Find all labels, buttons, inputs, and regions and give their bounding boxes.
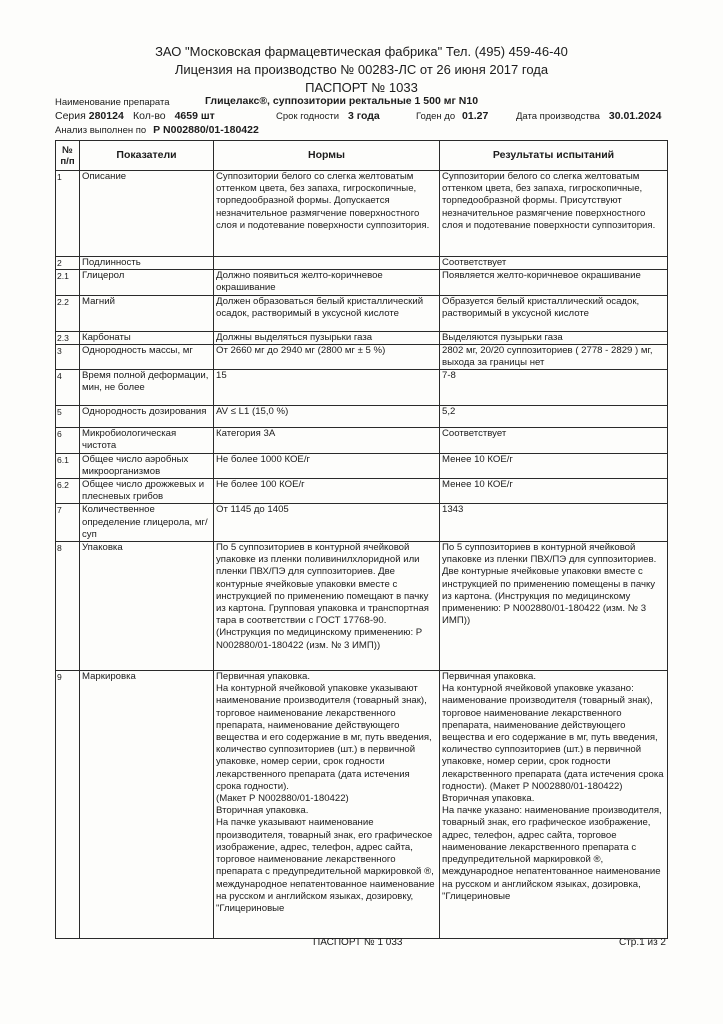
row-number: 2.3 bbox=[56, 331, 80, 344]
row-number: 8 bbox=[56, 542, 80, 671]
row-norm: По 5 суппозиториев в контурной ячейковой упаковке из пленки поливинилхлоридной или пленки ПВХ/ПЭ для суппозиториев. Две контурные ячейковые упаковки вместе с инструкцией по применению помещают в пачку из картона. Групповая упаковка и транспортная тара в соответствии с ГОСТ 17768-90. (Инструкция по медицинскому применению: Р N002880/01-180422 (изм. № 3 ИМП)) bbox=[214, 542, 440, 671]
passport-title: ПАСПОРТ № 1033 bbox=[305, 80, 418, 95]
table-row bbox=[56, 257, 668, 270]
row-norm: 15 bbox=[214, 370, 440, 406]
row-number: 2.2 bbox=[56, 295, 80, 331]
row-indicator: Общее число дрожжевых и плесневых грибов bbox=[80, 479, 214, 504]
header-indicator: Показатели bbox=[80, 141, 214, 171]
row-indicator: Время полной деформации, мин, не более bbox=[80, 370, 214, 406]
row-indicator: Количественное определение глицерола, мг/суп bbox=[80, 504, 214, 542]
row-result: Соответствует bbox=[440, 428, 668, 453]
row-number: 9 bbox=[56, 671, 80, 939]
row-result: Соответствует bbox=[440, 257, 668, 270]
row-norm: Не более 100 КОЕ/г bbox=[214, 479, 440, 504]
row-norm: От 1145 до 1405 bbox=[214, 504, 440, 542]
row-norm: Первичная упаковка. На контурной ячейковой упаковке указывают наименование производителя (товарный знак), торговое наименование лекарственного препарата, наименование действующего вещества и его содержание в мг, путь введения, количество суппозиториев (шт.) в первичной упаковке, номер серии, срок годности лекарственного препарата (дата истечения срока годности). (Макет Р N002880/01-180422) Вторичная упаковка. На пачке указывают наименование производителя, товарный знак, его графическое изображение, адрес, телефон, адрес сайта, торговое наименование лекарственного препарата с предупредительной маркировкой ®, международное непатентованное наименование на русском и английском языках, дозировку, "Глицериновые bbox=[214, 671, 440, 939]
footer-passport-number: ПАСПОРТ № 1 033 bbox=[313, 937, 403, 948]
shelf-life-field: Срок годности 3 года bbox=[276, 110, 380, 122]
valid-until-field: Годен до 01.27 bbox=[416, 110, 489, 122]
row-norm: Категория 3А bbox=[214, 428, 440, 453]
row-indicator: Упаковка bbox=[80, 542, 214, 671]
row-norm: Должен образоваться белый кристаллический осадок, растворимый в уксусной кислоте bbox=[214, 295, 440, 331]
row-indicator: Однородность дозирования bbox=[80, 406, 214, 428]
quantity-field: Кол-во 4659 шт bbox=[133, 110, 215, 122]
row-norm bbox=[214, 257, 440, 270]
header-num: № п/п bbox=[56, 141, 80, 171]
row-number: 6.1 bbox=[56, 453, 80, 478]
table-row bbox=[56, 171, 668, 257]
passport-table bbox=[55, 140, 668, 939]
row-indicator: Глицерол bbox=[80, 270, 214, 295]
table-row bbox=[56, 344, 668, 369]
row-result: 1343 bbox=[440, 504, 668, 542]
page-number: Стр.1 из 2 bbox=[619, 937, 666, 948]
row-indicator: Магний bbox=[80, 295, 214, 331]
row-norm: От 2660 мг до 2940 мг (2800 мг ± 5 %) bbox=[214, 344, 440, 369]
row-norm: Должны выделяться пузырьки газа bbox=[214, 331, 440, 344]
row-result: Выделяются пузырьки газа bbox=[440, 331, 668, 344]
row-result: По 5 суппозиториев в контурной ячейковой упаковке из пленки ПВХ/ПЭ для суппозиториев. Две контурные ячейковые упаковки вместе с инструкцией по применению помещены в пачку из картона. (Инструкция по медицинскому применению: Р N002880/01-180422 (изм. № 3 ИМП)) bbox=[440, 542, 668, 671]
row-norm: Должно появиться желто-коричневое окрашивание bbox=[214, 270, 440, 295]
row-number: 2 bbox=[56, 257, 80, 270]
row-result: Менее 10 КОЕ/г bbox=[440, 479, 668, 504]
table-row bbox=[56, 331, 668, 344]
table-header-row bbox=[56, 141, 668, 171]
drug-name-value: Глицелакс®, суппозитории ректальные 1 500 мг N10 bbox=[205, 95, 479, 107]
table-row bbox=[56, 406, 668, 428]
row-number: 5 bbox=[56, 406, 80, 428]
row-result: 5,2 bbox=[440, 406, 668, 428]
manufacturer-line: ЗАО "Московская фармацевтическая фабрика" Тел. (495) 459-46-40 bbox=[155, 44, 568, 59]
row-indicator: Маркировка bbox=[80, 671, 214, 939]
row-result: Суппозитории белого со слегка желтоватым оттенком цвета, без запаха, гигроскопичные, торпедообразной формы. Присутствуют незначительное размягчение поверхностного слоя и подотевание поверхности суппозитория. bbox=[440, 171, 668, 257]
license-line: Лицензия на производство № 00283-ЛС от 26 июня 2017 года bbox=[174, 62, 549, 77]
row-number: 1 bbox=[56, 171, 80, 257]
table-row bbox=[56, 479, 668, 504]
analysis-field: Анализ выполнен по Р N002880/01-180422 bbox=[55, 124, 259, 136]
row-norm: Суппозитории белого со слегка желтоватым оттенком цвета, без запаха, гигроскопичные, торпедообразной формы. Допускается незначительное размягчение поверхностного слоя и подотевание поверхности суппозитория. bbox=[214, 171, 440, 257]
series-field: Серия 280124 bbox=[55, 110, 124, 122]
production-date-field: Дата производства 30.01.2024 bbox=[516, 110, 662, 122]
row-result: Менее 10 КОЕ/г bbox=[440, 453, 668, 478]
row-norm: AV ≤ L1 (15,0 %) bbox=[214, 406, 440, 428]
table-row bbox=[56, 671, 668, 939]
row-number: 6 bbox=[56, 428, 80, 453]
row-norm: Не более 1000 КОЕ/г bbox=[214, 453, 440, 478]
row-number: 2.1 bbox=[56, 270, 80, 295]
table-row bbox=[56, 453, 668, 478]
row-result: 2802 мг, 20/20 суппозиториев ( 2778 - 2829 ) мг, выхода за границы нет bbox=[440, 344, 668, 369]
row-indicator: Подлинность bbox=[80, 257, 214, 270]
row-number: 3 bbox=[56, 344, 80, 369]
row-indicator: Описание bbox=[80, 171, 214, 257]
row-result: Первичная упаковка. На контурной ячейковой упаковке указано: наименование производителя (товарный знак), торговое наименование лекарственного препарата, наименование действующего вещества и его содержание в мг, путь введения, количество суппозиториев (шт.) в первичной упаковке, номер серии, срок годности лекарственного препарата (дата истечения срока годности). (Макет Р N002880/01-180422) Вторичная упаковка. На пачке указано: наименование производителя, товарный знак, его графическое изображение, адрес, телефон, адрес сайта, торговое наименование лекарственного препарата с предупредительной маркировкой ®, международное непатентованное наименование на русском и английском языках, дозировка, "Глицериновые bbox=[440, 671, 668, 939]
table-row bbox=[56, 295, 668, 331]
row-indicator: Микробиологическая чистота bbox=[80, 428, 214, 453]
row-result: Образуется белый кристаллический осадок, растворимый в уксусной кислоте bbox=[440, 295, 668, 331]
table-row bbox=[56, 542, 668, 671]
row-number: 6.2 bbox=[56, 479, 80, 504]
header-result: Результаты испытаний bbox=[440, 141, 668, 171]
row-number: 7 bbox=[56, 504, 80, 542]
drug-name-field bbox=[55, 96, 170, 108]
table-row bbox=[56, 428, 668, 453]
table-row bbox=[56, 270, 668, 295]
row-result: 7-8 bbox=[440, 370, 668, 406]
row-result: Появляется желто-коричневое окрашивание bbox=[440, 270, 668, 295]
table-row bbox=[56, 370, 668, 406]
header-norm: Нормы bbox=[214, 141, 440, 171]
table-row bbox=[56, 504, 668, 542]
row-number: 4 bbox=[56, 370, 80, 406]
row-indicator: Однородность массы, мг bbox=[80, 344, 214, 369]
row-indicator: Карбонаты bbox=[80, 331, 214, 344]
drug-name-label: Наименование препарата bbox=[55, 97, 170, 108]
row-indicator: Общее число аэробных микроорганизмов bbox=[80, 453, 214, 478]
